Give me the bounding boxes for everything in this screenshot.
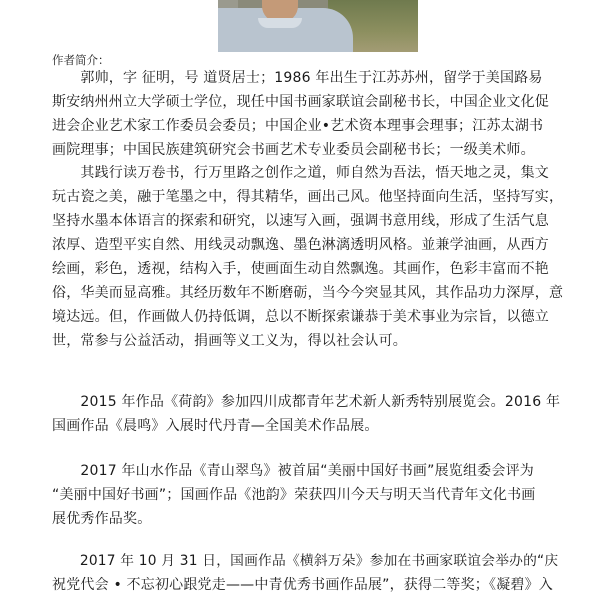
text-line: 坚持水墨本体语言的探索和研究，以速写入画，强调书意用线，形成了生活气息 (52, 213, 549, 229)
award-paragraph-2017-oct (52, 549, 564, 597)
author-intro-label: 作者简介： (52, 53, 110, 67)
text-line: 国画作品《晨鸣》入展时代丹青—全国美术作品展。 (52, 418, 379, 434)
text-line: 祝党代会 • 不忘初心跟党走——中青优秀书画作品展”，获得二等奖；《凝碧》入 (52, 577, 554, 593)
text-line: 境达远。但，作画做人仍持低调，总以不断探索谦恭于美术事业为宗旨，以德立 (52, 309, 549, 325)
text-line: “美丽中国好书画”；国画作品《池韵》荣获四川今天与明天当代青年文化书画 (52, 487, 536, 503)
award-paragraph-2015 (52, 390, 564, 438)
text-line: 郭帅，字 征明，号 道贤居士；1986 年出生于江苏苏州，留学于美国路易 (52, 70, 543, 86)
text-line: 斯安纳州州立大学硕士学位，现任中国书画家联谊会副秘书长，中国企业文化促 (52, 94, 549, 110)
author-photo (218, 0, 418, 52)
text-line: 绘画，彩色，透视，结构入手，使画面生动自然飘逸。其画作，色彩丰富而不艳 (52, 261, 549, 277)
bio-paragraph (52, 66, 564, 162)
text-line: 2015 年作品《荷韵》参加四川成都青年艺术新人新秀特别展览会。2016 年 (52, 394, 561, 410)
text-line: 玩古瓷之美，融于笔墨之中，得其精华，画出己风。他坚持面向生活，坚持写实， (52, 189, 564, 205)
text-line: 2017 年 10 月 31 日，国画作品《横斜万朵》参加在书画家联谊会举办的“庆 (52, 553, 559, 569)
text-line: 进会企业艺术家工作委员会委员；中国企业•艺术资本理事会理事；江苏太湖书 (52, 118, 544, 134)
text-line: 俗，华美而显高雅。其经历数年不断磨砺，当今今突显其风，其作品功力深厚，意 (52, 285, 564, 301)
text-line: 其践行读万卷书，行万里路之创作之道，师自然为吾法，悟天地之灵，集文 (52, 165, 549, 181)
award-paragraph-2017 (52, 459, 564, 531)
text-line: 画院理事；中国民族建筑研究会书画艺术专业委员会副秘书长；一级美术师。 (52, 142, 535, 158)
text-line: 世，常参与公益活动，捐画等义工义为，得以社会认可。 (52, 333, 407, 349)
text-line: 2017 年山水作品《青山翠鸟》被首届“美丽中国好书画”展览组委会评为 (52, 463, 534, 479)
text-line: 浓厚、造型平实自然、用线灵动飘逸、墨色淋漓透明风格。並兼学油画，从西方 (52, 237, 549, 253)
style-paragraph (52, 161, 564, 353)
text-line: 展优秀作品奖。 (52, 511, 152, 527)
